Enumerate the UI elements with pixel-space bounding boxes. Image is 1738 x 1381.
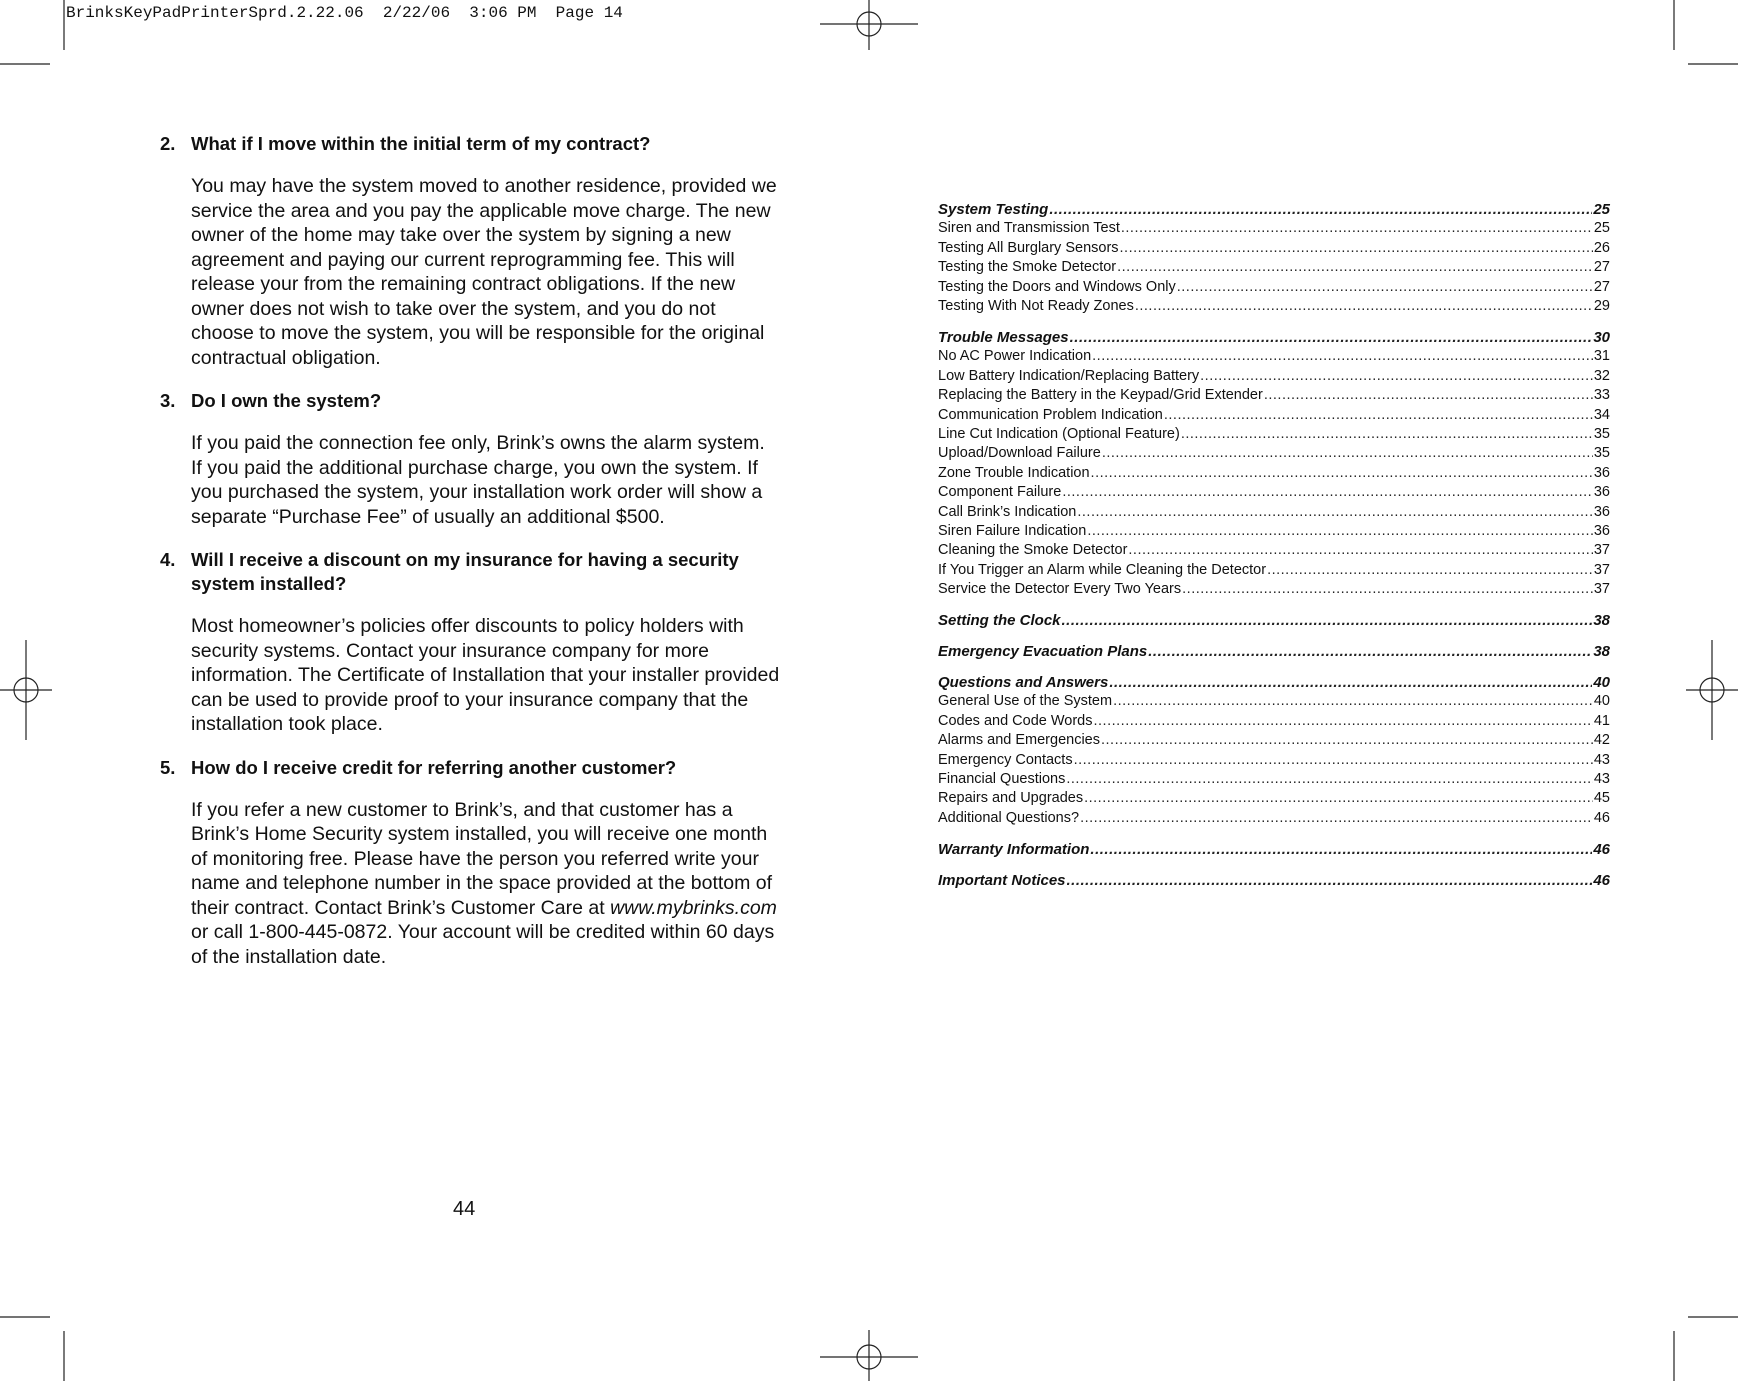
toc-entry-title: Communication Problem Indication	[938, 406, 1163, 423]
toc-entry-title: Service the Detector Every Two Years	[938, 581, 1182, 598]
toc-page-number: 41	[1593, 712, 1610, 729]
dot-leader	[1128, 541, 1592, 560]
toc-entry	[938, 367, 1610, 386]
toc-page-number: 42	[1593, 732, 1610, 749]
toc-entry-title: No AC Power Indication	[938, 348, 1092, 365]
toc-entry-title: Warranty Information	[938, 840, 1090, 858]
toc-page-number: 36	[1593, 523, 1610, 539]
dot-leader	[1113, 692, 1593, 711]
dot-leader	[1181, 425, 1593, 444]
question-number: 2.	[160, 133, 176, 154]
faq-answer: You may have the system moved to another residence, provided we service the area and you pay the applicable move charge. The new owner of the home may take over the system by signing a new agreement and paying our current reprogramming fee. This will release your from the remaining contract obligations. If the new owner does not wish to take over the system, and you do not choose to move the system, you will be responsible for the original contractual obligation.	[191, 175, 777, 369]
dot-leader	[1148, 642, 1592, 661]
toc-page-number: 29	[1593, 298, 1610, 315]
toc-entry-title: Financial Questions	[938, 770, 1066, 787]
toc-entry	[938, 278, 1610, 297]
faq-item	[160, 756, 780, 970]
toc-page-number: 38	[1593, 612, 1610, 630]
toc-entry	[938, 789, 1610, 808]
toc-section	[938, 611, 1610, 630]
toc-section	[938, 200, 1610, 316]
toc-entry	[938, 258, 1610, 277]
toc-entry-title: Testing With Not Ready Zones	[938, 298, 1134, 315]
dot-leader	[1070, 328, 1593, 347]
toc-entry-title: Testing the Smoke Detector	[938, 259, 1117, 276]
dot-leader	[1087, 522, 1593, 541]
toc-entry-title: Additional Questions?	[938, 809, 1080, 826]
toc-entry-title: Codes and Code Words	[938, 712, 1093, 729]
toc-page-number: 30	[1593, 328, 1610, 346]
toc-section	[938, 840, 1610, 859]
question-text: How do I receive credit for referring another customer?	[191, 756, 677, 778]
dot-leader	[1120, 239, 1593, 258]
answer-text: or call 1-800-445-0872. Your account will be credited within 60 days of the installation date.	[191, 921, 775, 968]
faq-item	[160, 548, 780, 737]
website-link[interactable]: www.mybrinks.com	[610, 896, 777, 919]
dot-leader	[1092, 347, 1593, 366]
dot-leader	[1074, 751, 1593, 770]
table-of-contents	[938, 200, 1610, 902]
toc-heading	[938, 642, 1610, 661]
answer-text: If you refer a new customer to Brink’s, and that customer has a Brink’s Home Security system installed, you will receive one month of monitoring free. Please have the person you referred write your name and telephone number in the space provided at the bottom of their contract. Contact Brink’s Customer Care at	[191, 798, 773, 919]
toc-page-number: 27	[1593, 259, 1610, 276]
toc-page-number: 36	[1593, 503, 1610, 520]
toc-page-number: 36	[1593, 484, 1610, 501]
faq-answer	[191, 798, 780, 970]
toc-entry	[938, 522, 1610, 541]
dot-leader	[1066, 770, 1593, 789]
toc-heading	[938, 673, 1610, 692]
toc-entry-title: Repairs and Upgrades	[938, 790, 1084, 807]
faq-item	[160, 389, 780, 529]
dot-leader	[1102, 444, 1593, 463]
question-number: 3.	[160, 390, 176, 411]
toc-page-number: 33	[1593, 387, 1610, 404]
toc-entry-title: Testing the Doors and Windows Only	[938, 278, 1176, 295]
toc-heading	[938, 840, 1610, 859]
dot-leader	[1164, 406, 1593, 425]
question-text: What if I move within the initial term of my contract?	[191, 133, 651, 154]
dot-leader	[1062, 483, 1593, 502]
dot-leader	[1094, 712, 1593, 731]
question-number: 5.	[160, 756, 176, 778]
toc-page-number: 34	[1593, 406, 1610, 423]
toc-entry	[938, 541, 1610, 560]
dot-leader	[1264, 386, 1593, 405]
toc-entry-title: Upload/Download Failure	[938, 445, 1101, 462]
toc-page-number: 43	[1593, 770, 1610, 787]
question-text: Do I own the system?	[191, 390, 382, 411]
toc-entry	[938, 503, 1610, 522]
toc-entry-title: Replacing the Battery in the Keypad/Grid Extender	[938, 387, 1263, 404]
toc-entry	[938, 483, 1610, 502]
toc-page-number: 35	[1593, 425, 1610, 442]
toc-entry	[938, 406, 1610, 425]
dot-leader	[1182, 580, 1593, 599]
toc-entry	[938, 809, 1610, 828]
toc-entry-title: Cleaning the Smoke Detector	[938, 542, 1128, 559]
registration-mark-right	[1686, 640, 1738, 740]
toc-section	[938, 642, 1610, 661]
faq-question	[160, 756, 780, 780]
toc-entry-title: Testing All Burglary Sensors	[938, 239, 1119, 256]
dot-leader	[1084, 789, 1593, 808]
page-number: 44	[453, 1198, 476, 1220]
toc-page-number: 46	[1593, 809, 1610, 826]
toc-page-number: 46	[1593, 840, 1610, 858]
dot-leader	[1121, 219, 1593, 238]
toc-page-number: 36	[1593, 464, 1610, 481]
toc-entry-title: Questions and Answers	[938, 673, 1109, 691]
toc-entry	[938, 580, 1610, 599]
toc-entry-title: Emergency Evacuation Plans	[938, 643, 1148, 661]
toc-entry	[938, 751, 1610, 770]
dot-leader	[1077, 503, 1593, 522]
faq-question	[160, 132, 780, 156]
toc-entry-title: Low Battery Indication/Replacing Battery	[938, 367, 1200, 384]
dot-leader	[1109, 673, 1592, 692]
toc-page-number: 25	[1593, 220, 1610, 237]
toc-section	[938, 673, 1610, 828]
toc-entry-title: General Use of the System	[938, 693, 1113, 710]
toc-page-number: 25	[1593, 201, 1610, 218]
dot-leader	[1135, 297, 1593, 316]
faq-question	[160, 548, 780, 596]
dot-leader	[1062, 611, 1593, 630]
toc-heading	[938, 611, 1610, 630]
dot-leader	[1067, 871, 1593, 890]
dot-leader	[1090, 840, 1592, 859]
toc-entry	[938, 444, 1610, 463]
faq-item	[160, 132, 780, 370]
toc-heading	[938, 328, 1610, 347]
toc-entry-title: Component Failure	[938, 484, 1062, 501]
faq-answer: Most homeowner’s policies offer discounts to policy holders with security systems. Contact your insurance company for more information. The Certificate of Installation that your installer provided can be used to provide proof to your insurance company that the installation took place.	[191, 615, 780, 735]
toc-entry	[938, 297, 1610, 316]
toc-entry-title: Alarms and Emergencies	[938, 732, 1100, 749]
toc-page-number: 26	[1593, 239, 1610, 256]
toc-entry	[938, 731, 1610, 750]
registration-mark-bottom	[820, 1330, 918, 1381]
toc-entry-title: Emergency Contacts	[938, 751, 1073, 768]
toc-page-number: 37	[1593, 542, 1610, 559]
dot-leader	[1101, 731, 1593, 750]
toc-entry-title: Trouble Messages	[938, 328, 1069, 346]
toc-page-number: 32	[1593, 367, 1610, 384]
toc-entry	[938, 386, 1610, 405]
dot-leader	[1200, 367, 1593, 386]
toc-entry-title: If You Trigger an Alarm while Cleaning the Detector	[938, 561, 1267, 578]
toc-entry-title: Line Cut Indication (Optional Feature)	[938, 425, 1180, 442]
toc-page-number: 35	[1593, 445, 1610, 462]
toc-entry-title: Setting the Clock	[938, 612, 1061, 630]
toc-entry	[938, 239, 1610, 258]
toc-entry-title: Call Brink’s Indication	[938, 503, 1077, 520]
toc-entry	[938, 770, 1610, 789]
registration-mark-left	[0, 640, 52, 740]
toc-section	[938, 328, 1610, 600]
toc-section	[938, 871, 1610, 890]
toc-entry-title: Siren and Transmission Test	[938, 220, 1120, 237]
question-number: 4.	[160, 549, 176, 570]
toc-page-number: 40	[1593, 673, 1610, 691]
toc-entry	[938, 219, 1610, 238]
toc-page-number: 31	[1593, 348, 1610, 365]
toc-page-number: 40	[1593, 693, 1610, 710]
toc-page-number: 46	[1593, 871, 1610, 889]
dot-leader	[1177, 278, 1593, 297]
dot-leader	[1080, 809, 1593, 828]
dot-leader	[1267, 561, 1593, 580]
print-slug: BrinksKeyPadPrinterSprd.2.22.06 2/22/06 3:06 PM Page 14	[66, 4, 623, 22]
toc-entry	[938, 425, 1610, 444]
dot-leader	[1117, 258, 1593, 277]
toc-page-number: 37	[1593, 581, 1610, 598]
toc-page-number: 38	[1593, 643, 1610, 661]
toc-entry	[938, 347, 1610, 366]
toc-entry	[938, 464, 1610, 483]
toc-entry-title: Zone Trouble Indication	[938, 464, 1090, 481]
toc-entry	[938, 561, 1610, 580]
dot-leader	[1049, 200, 1592, 219]
dot-leader	[1091, 464, 1593, 483]
toc-entry-title: Important Notices	[938, 871, 1066, 889]
toc-heading	[938, 200, 1610, 219]
toc-entry	[938, 712, 1610, 731]
toc-entry-title: Siren Failure Indication	[938, 523, 1087, 539]
faq-column	[160, 132, 780, 988]
toc-entry	[938, 692, 1610, 711]
toc-entry-title: System Testing	[938, 201, 1049, 218]
toc-page-number: 37	[1593, 561, 1610, 578]
toc-heading	[938, 871, 1610, 890]
faq-question	[160, 389, 780, 413]
faq-answer: If you paid the connection fee only, Brink’s owns the alarm system. If you paid the additional purchase charge, you own the system. If you purchased the system, your installation work order will show a separate “Purchase Fee” of usually an additional $500.	[191, 432, 765, 528]
question-text: Will I receive a discount on my insurance for having a security system installed?	[191, 549, 739, 594]
toc-page-number: 27	[1593, 278, 1610, 295]
toc-page-number: 43	[1593, 751, 1610, 768]
toc-page-number: 45	[1593, 790, 1610, 807]
registration-mark-top	[820, 0, 918, 50]
